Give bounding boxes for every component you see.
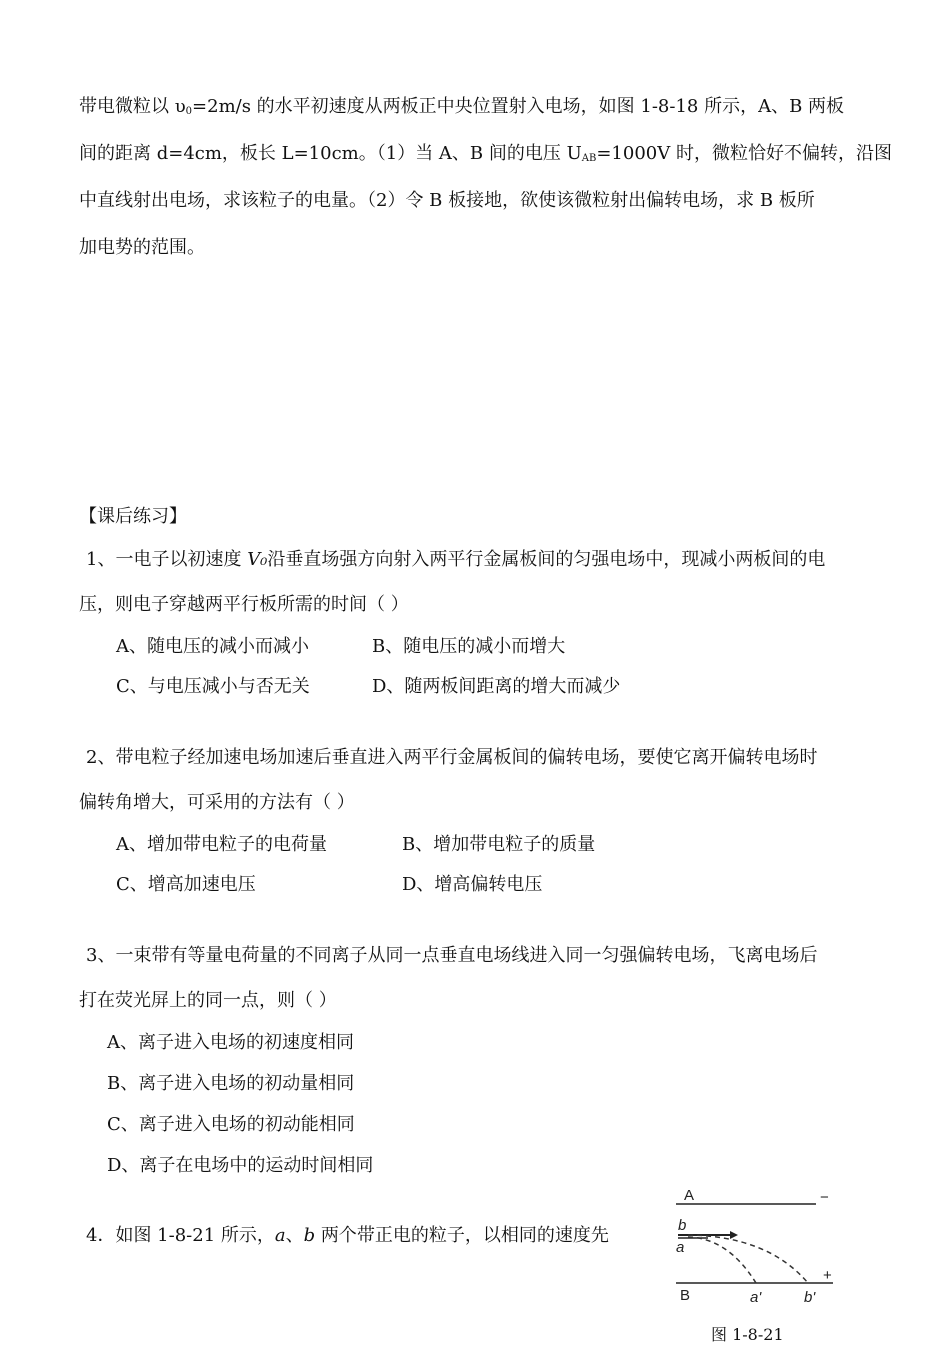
figure-1-8-21 [668,1180,848,1342]
uab-subscript: AB [581,153,597,164]
v0-subscript: 0 [185,106,193,117]
label-a: a [676,1239,685,1256]
label-plus: + [823,1267,832,1284]
q3-line-2: 打在荧光屏上的同一点，则（ ） [79,990,337,1011]
q2-option-c: C、增高加速电压 [116,874,256,895]
q1-option-b: B、随电压的减小而增大 [372,636,566,657]
intro-text: 间的距离 d=4cm，板长 L=10cm。（1）当 A、B 间的电压 U [79,143,582,164]
trajectory-b [688,1235,808,1283]
q1-line-1 [86,545,825,571]
q4-text: 4．如图 1-8-21 所示， [86,1225,275,1246]
intro-text: =1000V 时，微粒恰好不偏转，沿图 [596,143,892,164]
var-b: b [303,1225,316,1246]
var-a: a [274,1225,286,1246]
q2-line-1: 2、带电粒子经加速电场加速后垂直进入两平行金属板间的偏转电场，要使它离开偏转电场时 [86,747,818,768]
q3-option-b: B、离子进入电场的初动量相同 [107,1073,355,1094]
v0-variable: V₀ [247,549,268,570]
q2-line-2: 偏转角增大，可采用的方法有（ ） [79,792,355,813]
intro-text: =2m/s 的水平初速度从两板正中央位置射入电场，如图 1-8-18 所示，A、B 两板 [192,96,845,117]
intro-line-2 [79,139,892,165]
intro-text: 带电微粒以 υ [79,96,186,117]
q3-option-c: C、离子进入电场的初动能相同 [107,1114,355,1135]
intro-line-1 [79,92,844,118]
q2-option-d: D、增高偏转电压 [402,874,543,895]
intro-line-4: 加电势的范围。 [79,237,205,258]
q3-line-1: 3、一束带有等量电荷量的不同离子从同一点垂直电场线进入同一匀强偏转电场，飞离电场后 [86,945,818,966]
q1-option-c: C、与电压减小与否无关 [116,676,310,697]
q4-text: 两个带正电的粒子，以相同的速度先 [315,1225,609,1246]
label-minus: − [820,1189,829,1206]
intro-line-3: 中直线射出电场，求该粒子的电量。（2）令 B 板接地，欲使该微粒射出偏转电场，求 B 板所 [79,190,815,211]
q1-line-2: 压，则电子穿越两平行板所需的时间（ ） [79,594,409,615]
q4-separator: 、 [285,1225,304,1246]
arrowhead-icon [730,1231,738,1239]
label-b: b [678,1217,687,1234]
q3-option-a: A、离子进入电场的初速度相同 [107,1032,354,1053]
q1-option-a: A、随电压的减小而减小 [116,636,309,657]
q3-option-d: D、离子在电场中的运动时间相同 [107,1155,374,1176]
label-b-prime: b' [804,1289,816,1306]
q2-option-a: A、增加带电粒子的电荷量 [116,834,327,855]
q2-option-b: B、增加带电粒子的质量 [402,834,596,855]
figure-caption: 图 1-8-21 [711,1325,784,1344]
label-plate-b: B [680,1287,691,1304]
section-title: 【课后练习】 [79,506,187,527]
label-plate-a: A [684,1187,695,1204]
q1-text: 沿垂直场强方向射入两平行金属板间的匀强电场中，现减小两板间的电 [267,549,826,570]
q1-option-d: D、随两板间距离的增大而减少 [372,676,621,697]
q4-line-1 [86,1221,609,1247]
q1-text: 1、一电子以初速度 [86,549,248,570]
label-a-prime: a' [750,1289,762,1306]
deflection-diagram [668,1180,848,1322]
